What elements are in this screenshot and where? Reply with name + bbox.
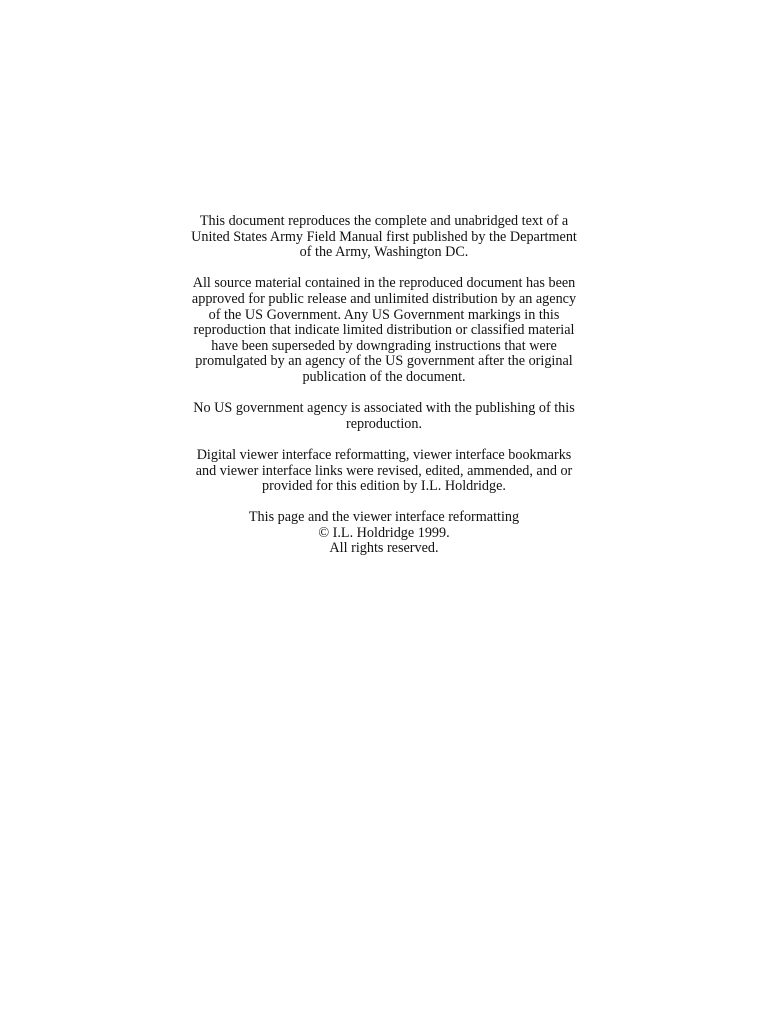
paragraph-reproduction: [164, 214, 604, 261]
text-line: promulgated by an agency of the US government after the original: [195, 353, 573, 370]
paragraph-copyright: [164, 510, 604, 557]
text-line: reproduction that indicate limited distribution or classified material: [193, 322, 575, 339]
text-line: provided for this edition by I.L. Holdridge.: [262, 478, 506, 495]
text-line: All rights reserved.: [329, 540, 439, 557]
text-line: United States Army Field Manual first published by the Department: [191, 228, 577, 245]
text-line: publication of the document.: [302, 368, 466, 385]
paragraph-no-agency: [164, 401, 604, 432]
text-line: and viewer interface links were revised, edited, ammended, and or: [195, 462, 573, 479]
text-line: of the Army, Washington DC.: [299, 244, 469, 261]
copyright-line: © I.L. Holdridge 1999.: [318, 524, 450, 541]
text-line: of the US Government. Any US Government markings in this: [208, 306, 560, 323]
text-line: This page and the viewer interface reformatting: [248, 509, 520, 526]
text-line: This document reproduces the complete and unabridged text of a: [199, 213, 569, 229]
text-line: have been superseded by downgrading instructions that were: [211, 337, 557, 354]
text-line: approved for public release and unlimited distribution by an agency: [191, 290, 577, 307]
text-line: All source material contained in the reproduced document has been: [192, 275, 576, 292]
reproduction-notice: [164, 214, 604, 573]
text-line: Digital viewer interface reformatting, viewer interface bookmarks: [196, 446, 572, 463]
text-line: No US government agency is associated with the publishing of this: [193, 400, 575, 417]
text-line: reproduction.: [345, 415, 423, 432]
paragraph-public-release: [164, 276, 604, 385]
paragraph-viewer-interface: [164, 448, 604, 495]
